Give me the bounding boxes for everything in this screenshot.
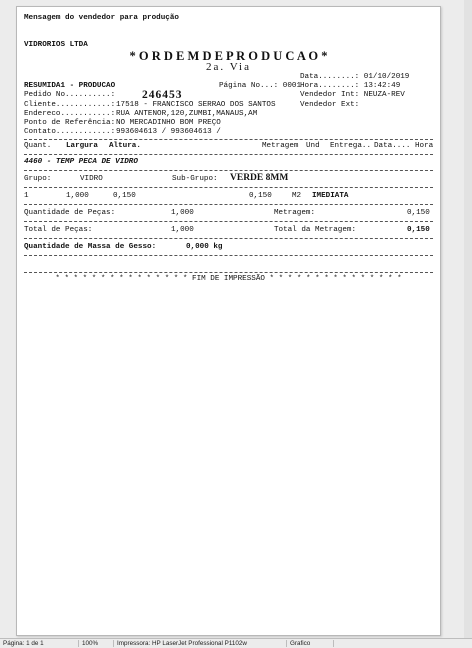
item-metragem: 0,150 bbox=[249, 192, 272, 200]
total-metragem-value: 0,150 bbox=[407, 226, 430, 234]
referencia-label: Ponto de Referência: bbox=[24, 119, 116, 127]
document-content bbox=[24, 14, 433, 284]
divider bbox=[24, 238, 433, 239]
preview-page bbox=[16, 6, 441, 636]
col-metragem: Metragem bbox=[262, 142, 299, 150]
col-largura: Largura bbox=[66, 142, 98, 150]
item-largura: 1,000 bbox=[66, 192, 89, 200]
status-printer: Impressora: HP LaserJet Professional P1102w bbox=[114, 640, 287, 647]
total-pecas-label: Total de Peças: bbox=[24, 226, 93, 234]
fim-impressao: * * * * * * * * * * * * * * * FIM DE IMPRESSÃO * * * * * * * * * * * * * * * bbox=[55, 275, 402, 283]
item-entrega: IMEDIATA bbox=[312, 192, 349, 200]
divider bbox=[24, 272, 433, 273]
col-quant: Quant. bbox=[24, 142, 52, 150]
status-mode: Grafico bbox=[287, 640, 334, 647]
hora-line: Hora........: 13:42:49 bbox=[300, 82, 401, 90]
referencia-value: NO MERCADINHO BOM PREÇO bbox=[116, 119, 221, 127]
subgrupo-label: Sub-Grupo: bbox=[172, 175, 218, 183]
divider bbox=[24, 221, 433, 222]
status-page: Página: 1 de 1 bbox=[0, 640, 79, 647]
grupo-value: VIDRO bbox=[80, 175, 103, 183]
col-altura: Altura. bbox=[109, 142, 141, 150]
endereco-label: Endereco...........: bbox=[24, 110, 116, 118]
vendedor-int: Vendedor Int: NEUZA-REV bbox=[300, 91, 405, 99]
col-entrega: Entrega.. bbox=[330, 142, 372, 150]
divider bbox=[24, 187, 433, 188]
gesso-label: Quantidade de Massa de Gesso: bbox=[24, 243, 157, 251]
header-note: Mensagem do vendedor para produção bbox=[24, 14, 179, 22]
cliente-label: Cliente............: bbox=[24, 101, 116, 109]
vendedor-ext: Vendedor Ext: bbox=[300, 101, 360, 109]
col-und: Und bbox=[306, 142, 320, 150]
divider bbox=[24, 255, 433, 256]
col-data: Data.... bbox=[374, 142, 411, 150]
subgrupo-value: VERDE 8MM bbox=[230, 173, 289, 183]
endereco-value: RUA ANTENOR,120,ZUMBI,MANAUS,AM bbox=[116, 110, 258, 118]
metragem-value: 0,150 bbox=[407, 209, 430, 217]
qtd-pecas-label: Quantidade de Peças: bbox=[24, 209, 116, 217]
cliente-value: 17518 - FRANCISCO SERRAO DOS SANTOS bbox=[116, 101, 276, 109]
date-line: Data........: 01/10/2019 bbox=[300, 73, 410, 81]
product-line: 4460 - TEMP PECA DE VIDRO bbox=[24, 158, 138, 166]
grupo-label: Grupo: bbox=[24, 175, 52, 183]
document-title: * O R D E M D E P R O D U C A O * bbox=[129, 49, 328, 63]
divider bbox=[24, 139, 433, 140]
status-zoom[interactable]: 100% bbox=[79, 640, 114, 647]
item-und: M2 bbox=[292, 192, 302, 200]
divider bbox=[24, 204, 433, 205]
total-pecas-value: 1,000 bbox=[171, 226, 194, 234]
document-subtitle: 2a. Via bbox=[206, 61, 251, 73]
qtd-pecas-value: 1,000 bbox=[171, 209, 194, 217]
divider bbox=[24, 170, 433, 171]
company-name: VIDRORIOS LTDA bbox=[24, 41, 88, 49]
pedido-label: Pedido No..........: bbox=[24, 91, 116, 99]
col-hora: Hora bbox=[415, 142, 434, 150]
metragem-label: Metragem: bbox=[274, 209, 316, 217]
total-metragem-label: Total da Metragem: bbox=[274, 226, 357, 234]
vertical-scrollbar[interactable] bbox=[464, 0, 472, 638]
pedido-number: 246453 bbox=[142, 89, 183, 101]
contato-value: 993604613 / 993604613 / bbox=[116, 128, 221, 136]
gesso-value: 0,000 kg bbox=[186, 243, 223, 251]
divider bbox=[24, 154, 433, 155]
pagina-line: Página No...: 0001 bbox=[219, 82, 302, 90]
contato-label: Contato............: bbox=[24, 128, 116, 136]
resumida-line: RESUMIDA1 - PRODUCAO bbox=[24, 82, 116, 90]
item-quant: 1 bbox=[24, 192, 29, 200]
item-altura: 0,150 bbox=[113, 192, 136, 200]
